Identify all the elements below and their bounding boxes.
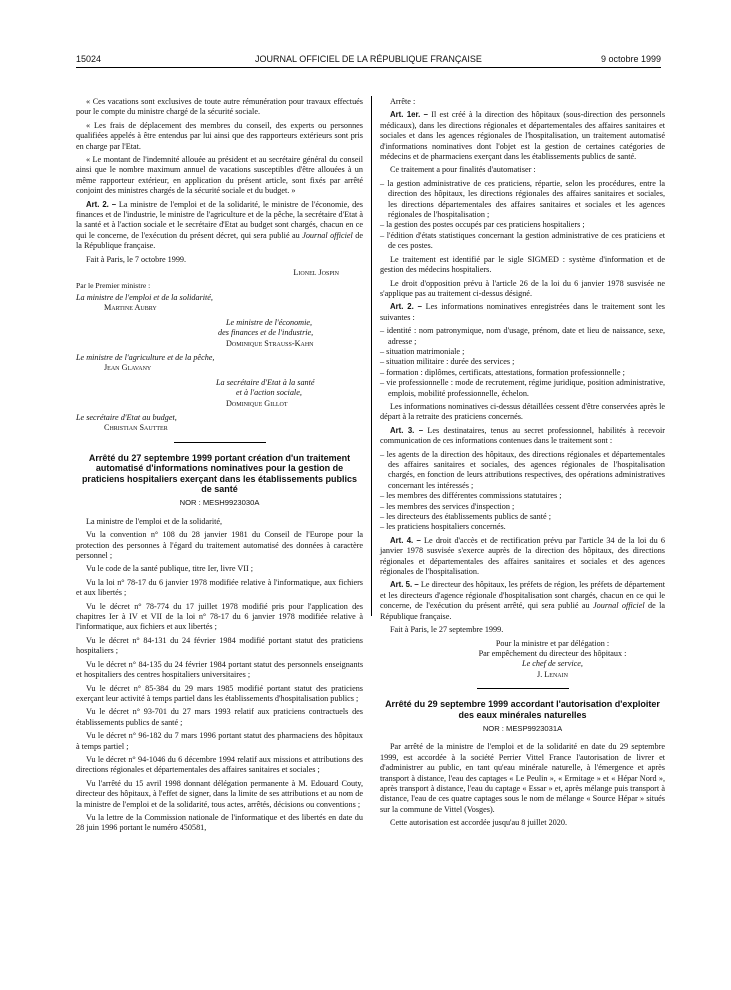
fait-line: Fait à Paris, le 27 septembre 1999. <box>390 625 504 635</box>
paragraph: Le droit d'opposition prévu à l'article 26 de la loi du 6 janvier 1978 susvisée ne s'applique pas au traitement ci-dessus désigné. <box>380 278 665 298</box>
article-1: Art. 1er. – Il est créé à la direction des hôpitaux (sous-direction des personnels médicaux), dans les directions régionales et départementales des affaires sanitaires et sociales et dans les agences régionales de l'hospitalisation, un traitement automatisé d'informations nominatives dont l'objet est la gestion de certaines catégories de médecins et de pharmaciens exerçant dans les établissements publics de santé. <box>380 110 665 162</box>
quote-paragraph: « Les frais de déplacement des membres du conseil, des experts ou personnes qualifiées appelés à être entendus par lui ainsi que des rapporteurs extérieurs sont pris en charge par l'Etat. <box>76 120 363 151</box>
list-item: – situation matrimoniale ; <box>380 346 465 356</box>
signatory-title: Le secrétaire d'Etat au budget, <box>76 412 177 422</box>
signatory-title: Le chef de service, <box>522 659 583 669</box>
issue-date: 9 octobre 1999 <box>600 54 661 64</box>
delegation-line: Pour la ministre et par délégation : <box>495 638 610 648</box>
list-item: – les agents de la direction des hôpitaux, des directions régionales et départementales des affaires sanitaires et sociales, des agences régionales de l'hospitalisation chargés, en fonction de leurs attributions respectives, des opérations administratives concernant les intéressés ; <box>380 449 665 490</box>
list-item: – les membres des différentes commissions statutaires ; <box>380 491 562 501</box>
decree-title: Arrêté du 29 septembre 1999 accordant l'autorisation d'exploiter des eaux minérales naturelles <box>385 699 660 720</box>
visa: Vu la lettre de la Commission nationale de l'informatique et des libertés en date du 28 juin 1996 portant le numéro 450581, <box>76 812 363 833</box>
visa: Vu le décret n° 84-131 du 24 février 1984 modifié portant statut des praticiens hospitaliers ; <box>76 635 363 656</box>
column-divider <box>371 96 372 616</box>
quote-paragraph: « Ces vacations sont exclusives de toute autre rémunération pour travaux effectués pour le compte du ministre chargé de la sécurité sociale. <box>76 97 363 117</box>
header-rule <box>76 67 661 68</box>
paragraph: Les informations nominatives ci-dessus détaillées cessent d'être conservées après le départ à la retraite des praticiens concernés. <box>380 401 665 422</box>
left-column <box>76 97 363 837</box>
signatory-name: Dominique Gillot <box>226 398 288 408</box>
signatory-title: des finances et de l'industrie, <box>218 328 314 338</box>
list-item: – les directeurs des établissements publics de santé ; <box>380 512 551 522</box>
article-2: Art. 2. – La ministre de l'emploi et de la solidarité, le ministre de l'économie, des finances et de l'industrie, le ministre de l'agriculture et de la pêche, la secrétaire d'Etat à la santé et à l'action sociale et le secrétaire d'Etat au budget sont chargés, chacun en ce qui le concerne, de l'exécution du présent décret, qui sera publié au Journal officiel de la République française. <box>76 199 363 251</box>
list-item: – la gestion administrative de ces praticiens, répartie, selon les procédures, entre la direction des hôpitaux, les directions régionales des affaires sanitaires et sociales, les directions départementales des affaires sanitaires et sociales et les agences régionales de l'hospitalisation ; <box>380 178 665 220</box>
signatory-title: Le ministre de l'agriculture et de la pêche, <box>76 352 215 362</box>
signatory-title: La ministre de l'emploi et de la solidarité, <box>76 292 213 302</box>
visa: Vu le code de la santé publique, titre Ier, livre VII ; <box>86 564 254 574</box>
right-column <box>380 97 665 832</box>
article-label: Art. 2. – <box>86 199 117 209</box>
pm-signature: Lionel Jospin <box>293 268 339 278</box>
visa: Vu le décret n° 93-701 du 27 mars 1993 relatif aux praticiens contractuels des établissements publics de santé ; <box>76 707 363 727</box>
signatory-name: Martine Aubry <box>104 303 157 313</box>
page-number: 15024 <box>76 54 102 64</box>
paragraph: Par arrêté de la ministre de l'emploi et de la solidarité en date du 29 septembre 1999, est accordée à la société Perrier Vittel France l'autorisation de livrer et d'administrer au public, en tant qu'eau minérale naturelle, à l'émergence et après transport à distance, l'eau des captages « Le Peulin », « Ermitage » et « Hépar Nord », après transport à distance, l'eau du captage « Essar » et, après mélange puis transport à distance, l'eau de ces quatre captages sous le nom de mélange « Source Hépar » situés sur la commune de Vittel (Vosges). <box>380 742 665 814</box>
fait-line: Fait à Paris, le 7 octobre 1999. <box>86 254 187 264</box>
par-premier-ministre: Par le Premier ministre : <box>76 280 151 290</box>
journal-title: JOURNAL OFFICIEL DE LA RÉPUBLIQUE FRANÇAISE <box>255 54 482 64</box>
list-item: – la gestion des postes occupés par ces praticiens hospitaliers ; <box>380 220 585 230</box>
visa: Vu la loi n° 78-17 du 6 janvier 1978 modifiée relative à l'informatique, aux fichiers et aux libertés ; <box>76 577 363 598</box>
paragraph: Ce traitement a pour finalités d'automatiser : <box>390 165 536 175</box>
signatory-name: J. Lenain <box>537 669 568 679</box>
visa: Vu le décret n° 78-774 du 17 juillet 1978 modifié pris pour l'application des chapitres Ier à IV et VII de la loi n° 78-17 du 6 janvier 1978 modifiée relative à l'informatique, aux fichiers et aux libertés ; <box>76 601 363 632</box>
visa: La ministre de l'emploi et de la solidarité, <box>86 516 223 526</box>
list-item: – situation militaire : durée des services ; <box>380 357 515 367</box>
article-2: Art. 2. – Les informations nominatives enregistrées dans le traitement sont les suivantes : <box>380 302 665 322</box>
visa: Vu le décret n° 85-384 du 29 mars 1985 modifié portant statut des praticiens exerçant leur activité à temps partiel dans les établissements d'hospitalisation publics ; <box>76 683 363 703</box>
page-header <box>76 54 661 68</box>
visa: Vu le décret n° 94-1046 du 6 décembre 1994 relatif aux missions et attributions des directions régionales et départementales des affaires sanitaires et sociales ; <box>76 754 363 775</box>
list-item: – l'édition d'états statistiques concernant la gestion administrative de ces praticiens et de ces postes. <box>380 230 665 251</box>
signatory-title: Le ministre de l'économie, <box>226 317 313 327</box>
delegation-line: Par empêchement du directeur des hôpitaux : <box>478 648 627 658</box>
section-rule <box>174 442 266 443</box>
information-list <box>380 326 665 399</box>
purpose-list <box>380 179 665 252</box>
arrete-heading: Arrête : <box>390 97 416 106</box>
signatory-name: Christian Sautter <box>104 423 168 433</box>
list-item: – les membres des services d'inspection ; <box>380 501 515 511</box>
signatory-name: Dominique Strauss-Kahn <box>226 338 314 348</box>
article-4: Art. 4. – Le droit d'accès et de rectification prévu par l'article 34 de la loi du 6 janvier 1978 susvisée s'exerce auprès de la direction des hôpitaux, des directions régionales et départementales des affaires sanitaires et sociales et des agences régionales de l'hospitalisation. <box>380 535 665 577</box>
nor-reference: NOR : MESH9923030A <box>179 498 260 508</box>
signatory-name: Jean Glavany <box>104 363 152 373</box>
signatory-title: La secrétaire d'Etat à la santé <box>216 377 315 387</box>
list-item: – les praticiens hospitaliers concernés. <box>380 522 506 532</box>
article-3: Art. 3. – Les destinataires, tenus au secret professionnel, habilités à recevoir communication de ces informations contenues dans le traitement sont : <box>380 425 665 446</box>
visa: Vu le décret n° 84-135 du 24 février 1984 portant statut des personnels enseignants et hospitaliers des centres hospitaliers universitaires ; <box>76 659 363 680</box>
visa: Vu l'arrêté du 15 avril 1998 donnant délégation permanente à M. Edouard Couty, directeur des hôpitaux, à l'effet de signer, dans la limite de ses attributions et au nom de la ministre de l'emploi et de la solidarité, tous actes, arrêtés, décisions ou conventions ; <box>76 778 363 809</box>
visa: Vu le décret n° 96-182 du 7 mars 1996 portant statut des pharmaciens des hôpitaux à temps partiel ; <box>76 731 363 751</box>
nor-reference: NOR : MESP9923031A <box>482 723 563 733</box>
list-item: – formation : diplômes, certificats, attestations, formation professionnelle ; <box>380 367 625 377</box>
signatory-title: et à l'action sociale, <box>236 388 302 398</box>
article-5: Art. 5. – Le directeur des hôpitaux, les préfets de région, les préfets de département et les directeurs d'agence régionale d'hospitalisation sont chargés, chacun en ce qui le concerne, de l'exécution du présent arrêté, qui sera publié au Journal officiel de la République française. <box>380 580 666 621</box>
quote-paragraph: « Le montant de l'indemnité allouée au président et au secrétaire général du conseil ainsi que le nombre maximum annuel de vacations susceptibles d'être allouées à un même rapporteur extérieur, en application du présent article, sont fixés par arrêté conjoint des ministres chargés de la sécurité sociale et du budget. » <box>76 155 363 196</box>
section-rule <box>477 688 569 689</box>
paragraph: Le traitement est identifié par le sigle SIGMED : système d'information et de gestion des médecins hospitaliers. <box>380 254 665 275</box>
decree-title: Arrêté du 27 septembre 1999 portant création d'un traitement automatisé d'informations nominatives pour la gestion de praticiens hospitaliers exerçant dans les établissements publics de santé <box>81 452 358 494</box>
recipients-list <box>380 450 665 533</box>
list-item: – identité : nom patronymique, nom d'usage, prénom, date et lieu de naissance, sexe, adresse ; <box>380 326 665 346</box>
visa: Vu la convention n° 108 du 28 janvier 1981 du Conseil de l'Europe pour la protection des personnes à l'égard du traitement automatisé des données à caractère personnel ; <box>76 530 363 561</box>
paragraph: Cette autorisation est accordée jusqu'au 8 juillet 2020. <box>390 818 568 828</box>
list-item: – vie professionnelle : mode de recrutement, régime juridique, position administrative, emplois, mobilité professionnelle, échelon. <box>380 378 665 398</box>
